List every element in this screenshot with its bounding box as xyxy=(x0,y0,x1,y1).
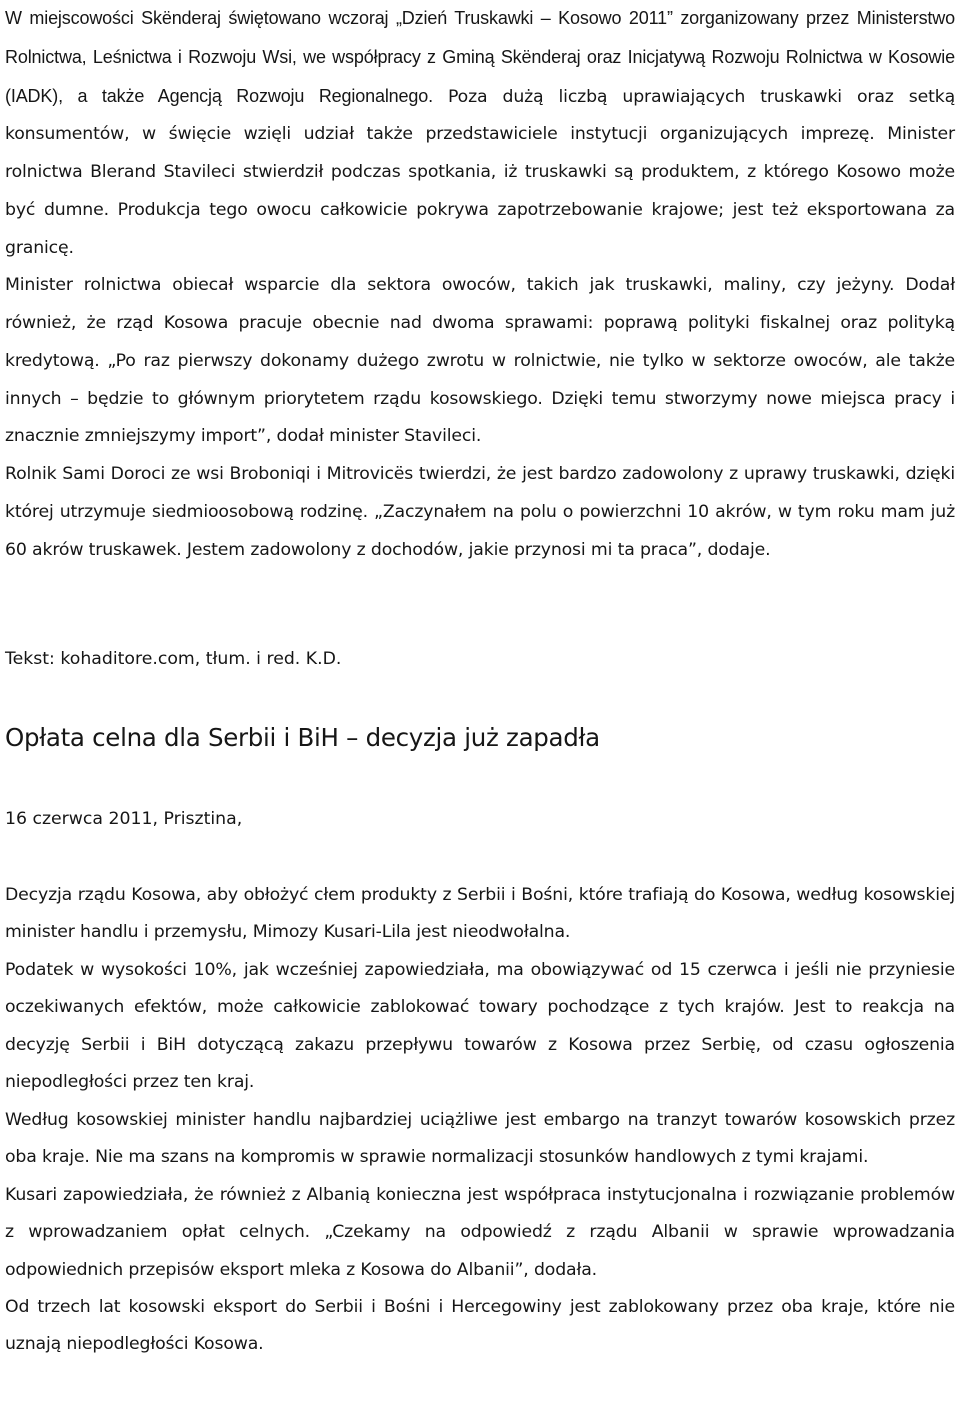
body-text: Poza dużą liczbą uprawiających truskawki oraz setką konsumentów, w święcie wzięli udział także przedstawiciele instytucji organizujących imprezę. Minister rolnictwa Blerand Stavileci stwierdził podczas spotkania, iż truskawki są produktem, z którego Kosowo może być dumne. Produkcja tego owocu całkowicie pokrywa zapotrzebowanie krajowe; jest też eksportowana za granicę. xyxy=(5,86,956,258)
article-paragraph: Podatek w wysokości 10%, jak wcześniej zapowiedziała, ma obowiązywać od 15 czerwca i jeśli nie przyniesie oczekiwanych efektów, może całkowicie zablokować towary pochodzące z tych krajów. Jest to reakcja na decyzję Serbii i BiH dotyczącą zakazu przepływu towarów z Kosowa przez Serbię, od czasu ogłoszenia niepodległości przez ten kraj. xyxy=(5,959,955,1093)
article-paragraph: Od trzech lat kosowski eksport do Serbii i Bośni i Hercegowiny jest zablokowany przez oba kraje, które nie uznają niepodległości Kosowa. xyxy=(5,1296,955,1355)
article-paragraph: Decyzja rządu Kosowa, aby obłożyć cłem produkty z Serbii i Bośni, które trafiają do Kosowa, według kosowskiej minister handlu i przemysłu, Mimozy Kusari-Lila jest nieodwołalna. xyxy=(5,885,955,943)
article-dateline: 16 czerwca 2011, Prisztina, xyxy=(5,809,243,829)
article-customs-duty xyxy=(5,877,955,1364)
intro-text: W miejscowości Skënderaj świętowano wczoraj „Dzień Truskawki – Kosowo 2011” zorganizowany przez Ministerstwo Rolnictwa, Leśnictwa i Rozwoju Wsi, we współpracy z Gminą Skënderaj oraz Inicjatywą Rozwoju Rolnictwa w Kosowie (IADK), a także Agencją Rozwoju Regionalnego. xyxy=(5,8,955,106)
article-paragraph: Według kosowskiej minister handlu najbardziej uciążliwe jest embargo na tranzyt towarów kosowskich przez oba kraje. Nie ma szans na kompromis w sprawie normalizacji stosunków handlowych z tymi krajami. xyxy=(5,1109,955,1168)
article-paragraph xyxy=(5,0,955,267)
article-paragraph: Minister rolnictwa obiecał wsparcie dla sektora owoców, takich jak truskawki, maliny, czy jeżyny. Dodał również, że rząd Kosowa pracuje obecnie nad dwoma sprawami: poprawą polityki fiskalnej oraz polityką kredytową. „Po raz pierwszy dokonamy dużego zwrotu w rolnictwie, nie tylko w sektorze owoców, ale także innych – będzie to głównym priorytetem rządu kosowskiego. Dzięki temu stworzymy nowe miejsca pracy i znacznie zmniejszymy import”, dodał minister Stavileci. xyxy=(5,275,955,447)
article-credit: Tekst: kohaditore.com, tłum. i red. K.D. xyxy=(5,649,342,669)
article-paragraph: Kusari zapowiedziała, że również z Albanią konieczna jest współpraca instytucjonalna i rozwiązanie problemów z wprowadzaniem opłat celnych. „Czekamy na odpowiedź z rządu Albanii w sprawie wprowadzania odpowiednich przepisów eksport mleka z Kosowa do Albanii”, dodała. xyxy=(5,1184,955,1280)
article-strawberry-day xyxy=(5,0,955,569)
article-paragraph: Rolnik Sami Doroci ze wsi Broboniqi i Mitrovicës twierdzi, że jest bardzo zadowolony z uprawy truskawki, dzięki której utrzymuje siedmioosobową rodzinę. „Zaczynałem na polu o powierzchni 10 akrów, w tym roku mam już 60 akrów truskawek. Jestem zadowolony z dochodów, jakie przynosi mi ta praca”, dodaje. xyxy=(5,464,955,560)
article-title: Opłata celna dla Serbii i BiH – decyzja już zapadła xyxy=(5,723,600,752)
